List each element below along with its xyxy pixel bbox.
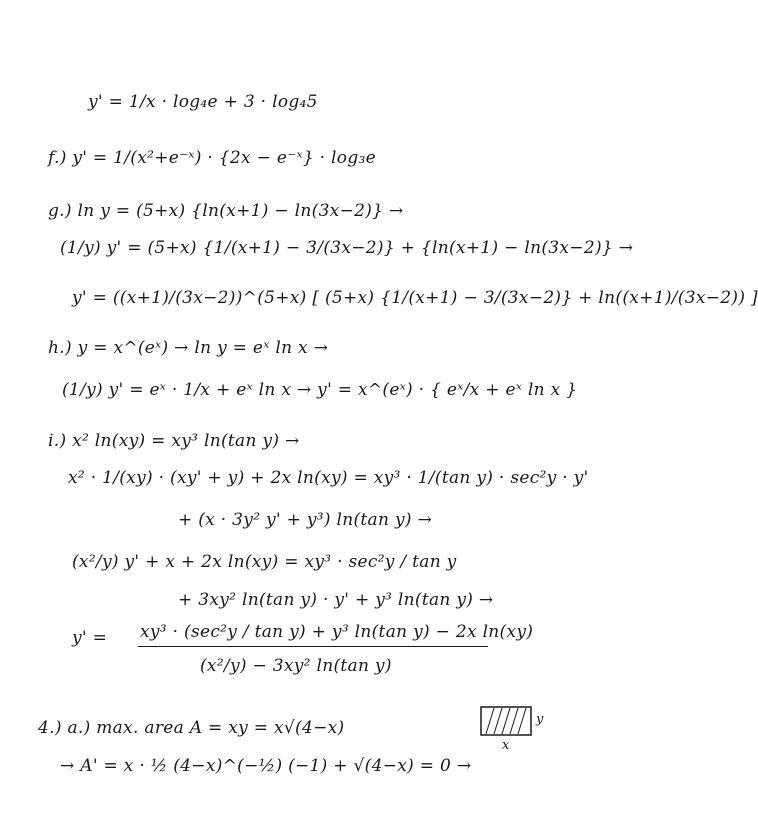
equation-line: → A' = x · ½ (4−x)^(−½) (−1) + √(4−x) = 0 → xyxy=(60,756,472,776)
equation-line: (x²/y) y' + x + 2x ln(xy) = xy³ · sec²y / tan y xyxy=(72,552,457,572)
fraction-denominator: (x²/y) − 3xy² ln(tan y) xyxy=(200,656,392,676)
equation-line-h: h.) y = x^(eˣ) → ln y = eˣ ln x → xyxy=(48,338,329,358)
equation-line-f: f.) y' = 1/(x²+e⁻ˣ) · {2x − e⁻ˣ} · log₃e xyxy=(48,148,376,168)
equation-line: y' = ((x+1)/(3x−2))^(5+x) [ (5+x) {1/(x+1) − 3/(3x−2)} + ln((x+1)/(3x−2)) ] xyxy=(72,288,758,308)
fraction-numerator: xy³ · (sec²y / tan y) + y³ ln(tan y) − 2x ln(xy) xyxy=(140,622,534,642)
shaded-rectangle-figure xyxy=(480,706,532,736)
figure-label-x: x xyxy=(502,738,510,753)
equation-line-g: g.) ln y = (5+x) {ln(x+1) − ln(3x−2)} → xyxy=(48,201,404,221)
fraction-bar xyxy=(138,646,488,647)
equation-line: (1/y) y' = eˣ · 1/x + eˣ ln x → y' = x^(eˣ) · { eˣ/x + eˣ ln x } xyxy=(62,380,578,400)
shaded-rectangle-icon xyxy=(480,706,532,736)
equation-line: (1/y) y' = (5+x) {1/(x+1) − 3/(3x−2)} + {ln(x+1) − ln(3x−2)} → xyxy=(60,238,634,258)
equation-line: x² · 1/(xy) · (xy' + y) + 2x ln(xy) = xy³ · 1/(tan y) · sec²y · y' xyxy=(68,468,589,488)
equation-line: y' = 1/x · log₄e + 3 · log₄5 xyxy=(88,92,318,112)
problem-4a-line: 4.) a.) max. area A = xy = x√(4−x) xyxy=(38,718,345,738)
equation-line-i: i.) x² ln(xy) = xy³ ln(tan y) → xyxy=(48,431,300,451)
equation-line: + 3xy² ln(tan y) · y' + y³ ln(tan y) → xyxy=(178,590,494,610)
equation-line: + (x · 3y² y' + y³) ln(tan y) → xyxy=(178,510,433,530)
figure-label-y: y xyxy=(536,712,544,727)
equation-lhs: y' = xyxy=(72,628,108,648)
